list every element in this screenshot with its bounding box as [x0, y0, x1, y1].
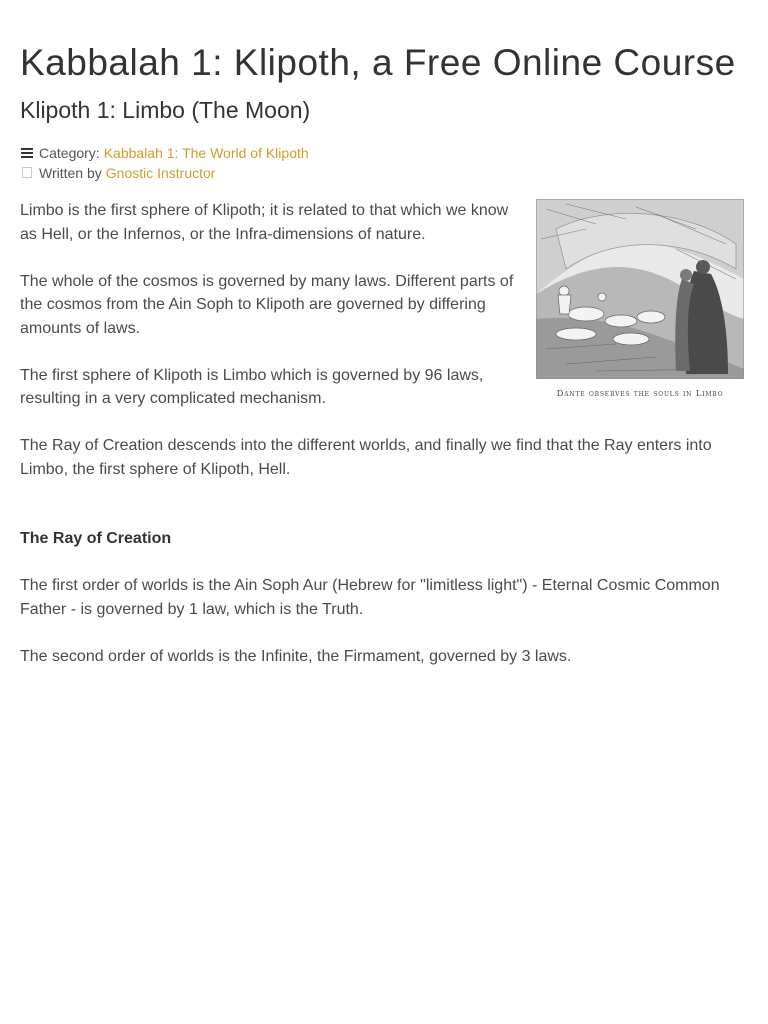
article-meta: [20, 143, 744, 183]
menu-icon: [20, 143, 34, 163]
paragraph-3: The first sphere of Klipoth is Limbo which is governed by 96 laws, resulting in a very complicated mechanism.: [20, 366, 484, 407]
figure-caption: Dante observes the souls in Limbo: [556, 389, 724, 399]
user-icon: [20, 163, 34, 183]
paragraph-2: The whole of the cosmos is governed by many laws. Different parts of the cosmos from the Ain Soph to Klipoth are governed by differing amounts of laws.: [20, 272, 514, 337]
article-figure: [536, 199, 744, 407]
author-row: [20, 163, 744, 183]
category-row: [20, 143, 744, 163]
category-label: Category:: [39, 145, 100, 161]
page-title: Kabbalah 1: Klipoth, a Free Online Course: [20, 42, 736, 83]
paragraph-4: The Ray of Creation descends into the different worlds, and finally we find that the Ray enters into Limbo, the first sphere of Klipoth, Hell.: [20, 437, 712, 478]
article-title: Klipoth 1: Limbo (The Moon): [20, 97, 311, 123]
paragraph-1: Limbo is the first sphere of Klipoth; it is related to that which we know as Hell, or the Infernos, or the Infra-dimensions of nature.: [20, 202, 509, 243]
section-paragraph-2: The second order of worlds is the Infinite, the Firmament, governed by 3 laws.: [20, 647, 572, 665]
section-heading: The Ray of Creation: [20, 530, 172, 547]
section-paragraph-1: The first order of worlds is the Ain Soph Aur (Hebrew for "limitless light") - Eternal Cosmic Common Father - is governed by 1 law, which is the Truth.: [20, 577, 720, 618]
article-body: [20, 199, 744, 668]
category-link[interactable]: Kabbalah 1: The World of Klipoth: [103, 145, 309, 161]
dante-limbo-engraving: [536, 199, 744, 379]
author-label: Written by: [39, 165, 102, 181]
article-page: [20, 40, 744, 692]
author-link[interactable]: Gnostic Instructor: [105, 165, 216, 181]
